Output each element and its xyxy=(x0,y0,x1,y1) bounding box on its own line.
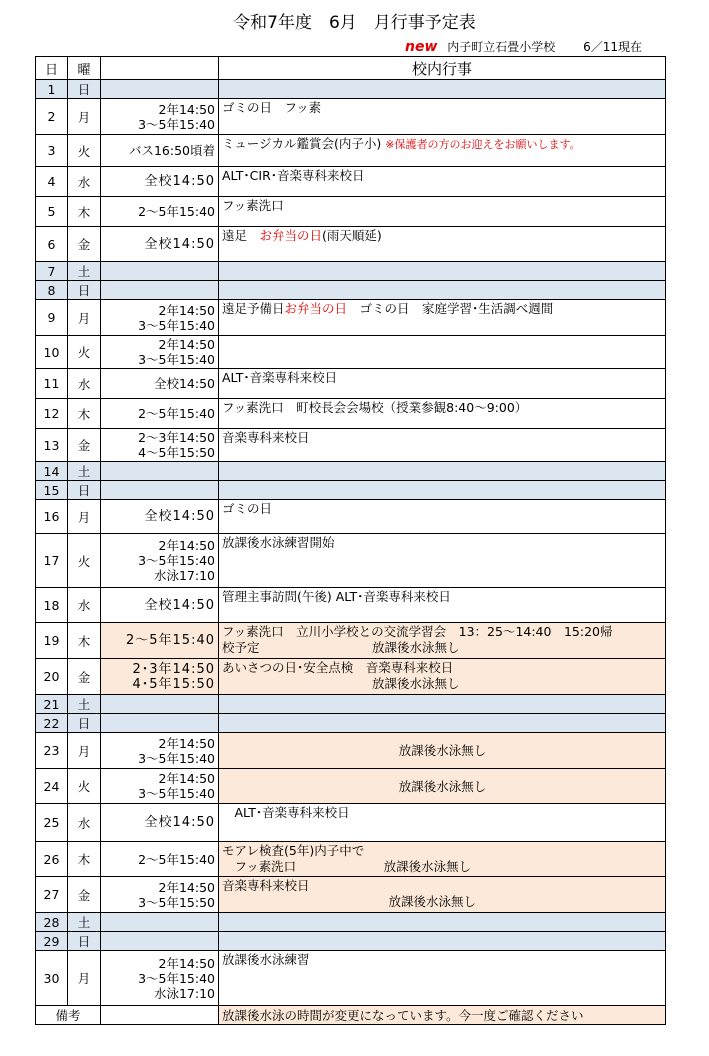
dismissal-time-cell xyxy=(101,714,219,733)
event-text: 遠足 xyxy=(222,228,260,243)
weekday-cell: 土 xyxy=(68,462,101,481)
day-cell: 10 xyxy=(36,336,68,369)
weekday-cell: 火 xyxy=(68,769,101,804)
events-cell xyxy=(219,659,666,695)
event-text: フッ素洗口 xyxy=(222,198,284,213)
table-row xyxy=(36,429,666,462)
weekday-cell: 火 xyxy=(68,534,101,588)
events-cell xyxy=(219,695,666,714)
event-text: 放課後水泳練習 xyxy=(222,952,310,967)
events-cell xyxy=(219,167,666,197)
table-row xyxy=(36,534,666,588)
table-row xyxy=(36,99,666,135)
event-text: ミュージカル鑑賞会(内子小) xyxy=(222,136,382,151)
events-cell xyxy=(219,369,666,399)
day-cell: 22 xyxy=(36,714,68,733)
weekday-cell: 木 xyxy=(68,197,101,227)
weekday-cell: 水 xyxy=(68,588,101,623)
dismissal-time-cell: 2年14:50 3～5年15:40 xyxy=(101,99,219,135)
dismissal-time-cell: 2～5年15:40 xyxy=(101,623,219,659)
table-row xyxy=(36,369,666,399)
day-cell: 15 xyxy=(36,481,68,500)
day-cell: 28 xyxy=(36,913,68,932)
weekday-cell: 月 xyxy=(68,733,101,769)
dismissal-time-cell: 全校14:50 xyxy=(101,227,219,262)
dismissal-time-cell: 2～5年15:40 xyxy=(101,399,219,429)
dismissal-time-cell: 2年14:50 3～5年15:50 xyxy=(101,877,219,913)
dismissal-time-cell: 2･3年14:50 4･5年15:50 xyxy=(101,659,219,695)
day-cell: 24 xyxy=(36,769,68,804)
weekday-cell: 日 xyxy=(68,80,101,99)
dismissal-time-cell xyxy=(101,80,219,99)
new-badge: new xyxy=(405,39,438,55)
events-cell xyxy=(219,733,666,769)
dismissal-time-cell: 全校14:50 xyxy=(101,804,219,842)
weekday-cell: 土 xyxy=(68,695,101,714)
weekday-cell: 水 xyxy=(68,804,101,842)
dismissal-time-cell: 全校14:50 xyxy=(101,588,219,623)
events-cell xyxy=(219,281,666,300)
table-row xyxy=(36,877,666,913)
events-cell xyxy=(219,262,666,281)
table-row xyxy=(36,462,666,481)
event-text: ゴミの日 家庭学習･生活調べ週間 xyxy=(347,301,554,316)
dismissal-time-cell xyxy=(101,932,219,951)
weekday-cell: 日 xyxy=(68,481,101,500)
event-text: (雨天順延) xyxy=(322,228,382,243)
event-text: 管理主事訪問(午後) ALT･音楽専科来校日 xyxy=(222,589,451,604)
events-cell xyxy=(219,804,666,842)
subtitle xyxy=(405,38,642,55)
dismissal-time-cell: 2～3年14:50 4～5年15:50 xyxy=(101,429,219,462)
event-text: 音楽専科来校日 xyxy=(222,430,310,445)
dismissal-time-cell: 全校14:50 xyxy=(101,369,219,399)
events-cell xyxy=(219,623,666,659)
events-cell xyxy=(219,197,666,227)
table-row xyxy=(36,714,666,733)
table-row xyxy=(36,227,666,262)
weekday-cell: 月 xyxy=(68,300,101,336)
events-cell xyxy=(219,429,666,462)
event-text: 音楽専科来校日 放課後水泳無し xyxy=(222,878,476,909)
event-text: フッ素洗口 町校長会会場校（授業参観8:40～9:00） xyxy=(222,400,528,415)
event-text: 放課後水泳無し xyxy=(398,778,487,794)
day-cell: 4 xyxy=(36,167,68,197)
table-row xyxy=(36,913,666,932)
weekday-cell: 木 xyxy=(68,623,101,659)
day-cell: 30 xyxy=(36,951,68,1006)
day-cell: 1 xyxy=(36,80,68,99)
header-events: 校内行事 xyxy=(219,57,666,80)
table-row xyxy=(36,842,666,877)
table-row xyxy=(36,733,666,769)
table-row xyxy=(36,300,666,336)
day-cell: 9 xyxy=(36,300,68,336)
day-cell: 6 xyxy=(36,227,68,262)
event-text: ALT･音楽専科来校日 xyxy=(222,370,338,385)
day-cell: 16 xyxy=(36,500,68,534)
events-cell xyxy=(219,481,666,500)
events-cell xyxy=(219,135,666,167)
table-row xyxy=(36,588,666,623)
day-cell: 13 xyxy=(36,429,68,462)
dismissal-time-cell: 2年14:50 3～5年15:40 xyxy=(101,733,219,769)
footer-note: 放課後水泳の時間が変更になっています。今一度ご確認ください xyxy=(219,1006,666,1025)
weekday-cell: 金 xyxy=(68,227,101,262)
day-cell: 7 xyxy=(36,262,68,281)
weekday-cell: 金 xyxy=(68,429,101,462)
events-cell xyxy=(219,913,666,932)
dismissal-time-cell: 2年14:50 3～5年15:40 水泳17:10 xyxy=(101,951,219,1006)
day-cell: 21 xyxy=(36,695,68,714)
table-row xyxy=(36,951,666,1006)
day-cell: 29 xyxy=(36,932,68,951)
event-text: モアレ検査(5年)内子中で フッ素洗口 放課後水泳無し xyxy=(222,843,472,874)
events-cell xyxy=(219,588,666,623)
day-cell: 20 xyxy=(36,659,68,695)
table-row xyxy=(36,932,666,951)
table-row xyxy=(36,500,666,534)
day-cell: 8 xyxy=(36,281,68,300)
table-row xyxy=(36,197,666,227)
day-cell: 23 xyxy=(36,733,68,769)
events-cell xyxy=(219,534,666,588)
event-text: 放課後水泳練習開始 xyxy=(222,535,335,550)
events-cell xyxy=(219,99,666,135)
table-row xyxy=(36,804,666,842)
day-cell: 2 xyxy=(36,99,68,135)
events-cell xyxy=(219,80,666,99)
dismissal-time-cell xyxy=(101,281,219,300)
dismissal-time-cell: 2～5年15:40 xyxy=(101,842,219,877)
events-cell xyxy=(219,227,666,262)
day-cell: 27 xyxy=(36,877,68,913)
events-cell xyxy=(219,877,666,913)
events-cell xyxy=(219,300,666,336)
weekday-cell: 月 xyxy=(68,99,101,135)
table-row xyxy=(36,623,666,659)
weekday-cell: 日 xyxy=(68,932,101,951)
table-row xyxy=(36,399,666,429)
event-text: フッ素洗口 立川小学校との交流学習会 13：25～14:40 15:20帰 校予定 放課後水泳無し xyxy=(222,624,613,655)
header-row xyxy=(36,57,666,80)
header-dow: 曜 xyxy=(68,57,101,80)
footer-time xyxy=(101,1006,219,1025)
dismissal-time-cell: 2年14:50 3～5年15:40 xyxy=(101,336,219,369)
dismissal-time-cell xyxy=(101,913,219,932)
table-row xyxy=(36,80,666,99)
day-cell: 17 xyxy=(36,534,68,588)
weekday-cell: 月 xyxy=(68,500,101,534)
day-cell: 18 xyxy=(36,588,68,623)
table-row xyxy=(36,659,666,695)
events-cell xyxy=(219,842,666,877)
events-cell xyxy=(219,399,666,429)
events-cell xyxy=(219,951,666,1006)
dismissal-time-cell: 全校14:50 xyxy=(101,500,219,534)
weekday-cell: 土 xyxy=(68,913,101,932)
table-row xyxy=(36,336,666,369)
header-time xyxy=(101,57,219,80)
day-cell: 5 xyxy=(36,197,68,227)
parent-pickup-note: ※保護者の方のお迎えをお願いします。 xyxy=(385,138,581,151)
table-row xyxy=(36,281,666,300)
weekday-cell: 日 xyxy=(68,281,101,300)
weekday-cell: 日 xyxy=(68,714,101,733)
day-cell: 19 xyxy=(36,623,68,659)
weekday-cell: 水 xyxy=(68,167,101,197)
event-text: ALT･音楽専科来校日 xyxy=(222,805,350,820)
day-cell: 12 xyxy=(36,399,68,429)
weekday-cell: 土 xyxy=(68,262,101,281)
table-row xyxy=(36,262,666,281)
events-cell xyxy=(219,462,666,481)
table-row xyxy=(36,167,666,197)
day-cell: 26 xyxy=(36,842,68,877)
dismissal-time-cell xyxy=(101,695,219,714)
event-text: 放課後水泳無し xyxy=(398,743,487,758)
events-cell xyxy=(219,932,666,951)
weekday-cell: 金 xyxy=(68,659,101,695)
dismissal-time-cell xyxy=(101,462,219,481)
table-row xyxy=(36,135,666,167)
weekday-cell: 月 xyxy=(68,951,101,1006)
as-of-date: 6／11現在 xyxy=(583,40,642,54)
dismissal-time-cell: バス16:50頃着 xyxy=(101,135,219,167)
dismissal-time-cell xyxy=(101,262,219,281)
schedule-table xyxy=(35,56,666,1025)
weekday-cell: 水 xyxy=(68,369,101,399)
events-cell xyxy=(219,714,666,733)
weekday-cell: 金 xyxy=(68,877,101,913)
event-text: ALT･CIR･音楽専科来校日 xyxy=(222,168,365,183)
footer-label: 備考 xyxy=(36,1006,101,1025)
day-cell: 11 xyxy=(36,369,68,399)
dismissal-time-cell: 2年14:50 3～5年15:40 xyxy=(101,300,219,336)
weekday-cell: 木 xyxy=(68,399,101,429)
event-text: ゴミの日 フッ素 xyxy=(222,100,322,115)
day-cell: 14 xyxy=(36,462,68,481)
weekday-cell: 木 xyxy=(68,842,101,877)
day-cell: 25 xyxy=(36,804,68,842)
event-text: ゴミの日 xyxy=(222,501,273,516)
events-cell xyxy=(219,500,666,534)
table-row xyxy=(36,481,666,500)
lunch-day-label: お弁当の日 xyxy=(284,301,348,316)
events-cell xyxy=(219,769,666,804)
dismissal-time-cell: 2年14:50 3～5年15:40 水泳17:10 xyxy=(101,534,219,588)
school-name: 内子町立石畳小学校 xyxy=(447,40,556,54)
weekday-cell: 火 xyxy=(68,336,101,369)
footer-row xyxy=(36,1006,666,1025)
dismissal-time-cell: 2年14:50 3～5年15:40 xyxy=(101,769,219,804)
event-text: 遠足予備日 xyxy=(222,301,285,316)
day-cell: 3 xyxy=(36,135,68,167)
weekday-cell: 火 xyxy=(68,135,101,167)
lunch-day-label: お弁当の日 xyxy=(259,228,323,243)
header-day: 日 xyxy=(36,57,68,80)
page-title: 令和7年度 6月 月行事予定表 xyxy=(233,13,476,33)
table-row xyxy=(36,769,666,804)
event-text: あいさつの日･安全点検 音楽専科来校日 放課後水泳無し xyxy=(222,660,460,691)
dismissal-time-cell: 全校14:50 xyxy=(101,167,219,197)
dismissal-time-cell xyxy=(101,481,219,500)
dismissal-time-cell: 2～5年15:40 xyxy=(101,197,219,227)
events-cell xyxy=(219,336,666,369)
table-row xyxy=(36,695,666,714)
